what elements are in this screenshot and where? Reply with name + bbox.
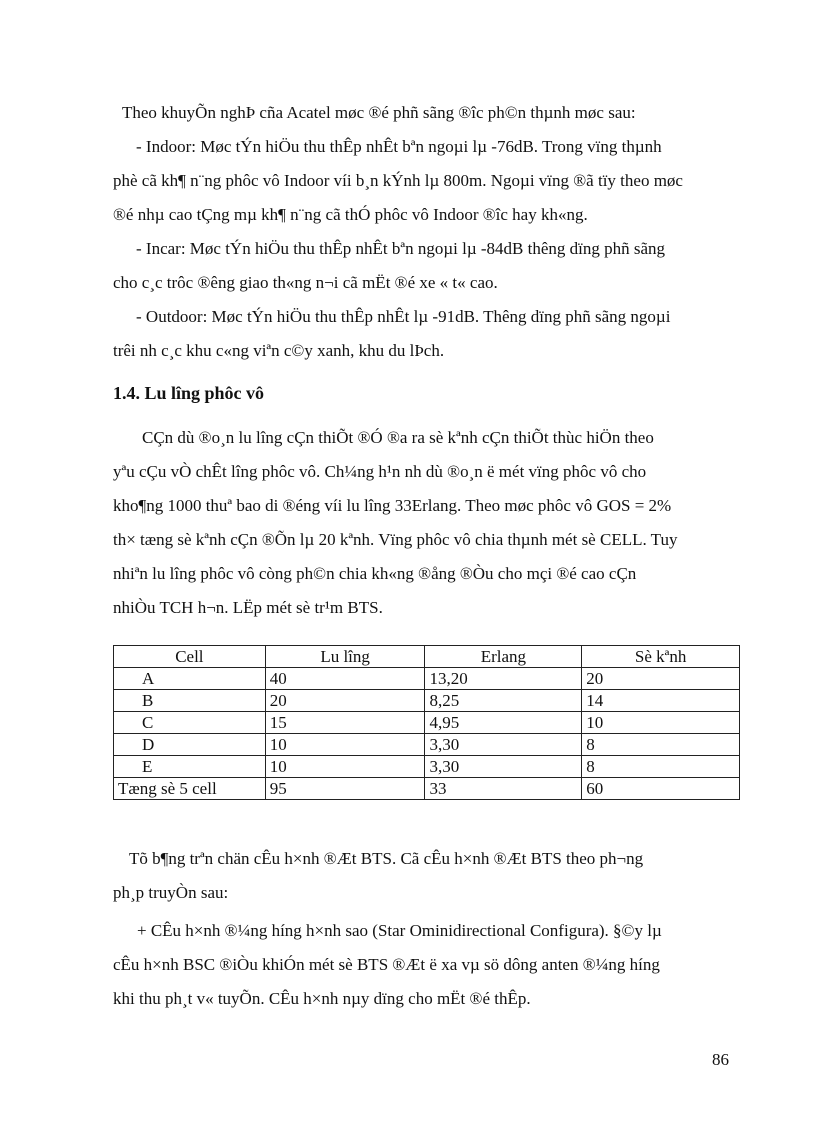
config-line: khi thu ph¸t v« tuyÕn. CÊu h×nh nµy dïng cho mËt ®é thÊp.: [113, 989, 531, 1008]
table-total-row: [114, 778, 740, 800]
cell-erlang: 8,25: [425, 690, 582, 712]
page-number: 86: [712, 1050, 729, 1069]
cell-channels: 60: [582, 778, 740, 800]
cell-traffic: 95: [265, 778, 425, 800]
intro-line: Theo khuyÕn nghÞ cña Acatel møc ®é phñ sãng ®îc ph©n thµnh møc sau:: [122, 103, 636, 122]
header-traffic: Lu lîng: [265, 646, 425, 668]
table-row: [114, 734, 740, 756]
cell-traffic: 10: [265, 734, 425, 756]
cell-erlang: 4,95: [425, 712, 582, 734]
table-header-row: [114, 646, 740, 668]
cell-traffic: 20: [265, 690, 425, 712]
outdoor-line: trêi nh c¸c khu c«ng viªn c©y xanh, khu du lÞch.: [113, 341, 445, 360]
after-line: Tõ b¶ng trªn chän cÊu h×nh ®Æt BTS. Cã cÊu h×nh ®Æt BTS theo ph¬ng: [129, 849, 644, 868]
cell-channels: 14: [582, 690, 740, 712]
cell-traffic: 10: [265, 756, 425, 778]
cell-traffic-table: [113, 645, 740, 800]
intro-paragraph: [113, 96, 741, 368]
cell-erlang: 33: [425, 778, 582, 800]
after-line: ph¸p truyÒn sau:: [113, 883, 229, 902]
indoor-line: ®é nhµ cao tÇng mµ kh¶ n¨ng cã thÓ phôc vô Indoor ®îc hay kh«ng.: [113, 205, 588, 224]
header-channels: Sè kªnh: [582, 646, 740, 668]
table-row: [114, 712, 740, 734]
cell-name: Tæng sè 5 cell: [114, 778, 266, 800]
outdoor-line: - Outdoor: Møc tÝn hiÖu thu thÊp nhÊt lµ -91dB. Thêng dïng phñ sãng ngoµi: [136, 307, 671, 326]
cell-channels: 10: [582, 712, 740, 734]
table-row: [114, 756, 740, 778]
body-line: kho¶ng 1000 thuª bao di ®éng víi lu lîng 33Erlang. Theo møc phôc vô GOS = 2%: [113, 496, 672, 515]
incar-line: - Incar: Møc tÝn hiÖu thu thÊp nhÊt bªn ngoµi lµ -84dB thêng dïng phñ sãng: [136, 239, 666, 258]
header-cell: Cell: [114, 646, 266, 668]
cell-name: C: [114, 712, 266, 734]
cell-traffic: 40: [265, 668, 425, 690]
indoor-line: phè cã kh¶ n¨ng phôc vô Indoor víi b¸n kÝnh lµ 800m. Ngoµi vïng ®ã tïy theo møc: [113, 171, 683, 190]
config-line: cÊu h×nh BSC ®iÒu khiÓn mét sè BTS ®Æt ë xa vµ sö dông anten ®¼ng híng: [113, 955, 660, 974]
incar-line: cho c¸c trôc ®êng giao th«ng n¬i cã mËt ®é xe « t« cao.: [113, 273, 498, 292]
cell-erlang: 3,30: [425, 756, 582, 778]
section-heading: 1.4. Lu lîng phôc vô: [113, 383, 265, 403]
cell-name: B: [114, 690, 266, 712]
table-row: [114, 690, 740, 712]
body-line: th× tæng sè kªnh cÇn ®Õn lµ 20 kªnh. Vïng phôc vô chia thµnh mét sè CELL. Tuy: [113, 530, 678, 549]
after-table-paragraph: [113, 842, 741, 910]
table-row: [114, 668, 740, 690]
body-line: nhiÒu TCH h¬n. LËp mét sè tr¹m BTS.: [113, 598, 383, 617]
config-line: + CÊu h×nh ®¼ng híng h×nh sao (Star Ominidirectional Configura). §©y lµ: [137, 921, 662, 940]
cell-channels: 8: [582, 756, 740, 778]
header-erlang: Erlang: [425, 646, 582, 668]
cell-name: E: [114, 756, 266, 778]
body-line: CÇn dù ®o¸n lu lîng cÇn thiÕt ®Ó ®a ra sè kªnh cÇn thiÕt thùc hiÖn theo: [142, 428, 654, 447]
cell-name: D: [114, 734, 266, 756]
star-config-paragraph: [113, 914, 741, 1016]
cell-erlang: 13,20: [425, 668, 582, 690]
cell-traffic: 15: [265, 712, 425, 734]
cell-name: A: [114, 668, 266, 690]
cell-erlang: 3,30: [425, 734, 582, 756]
cell-channels: 20: [582, 668, 740, 690]
body-line: yªu cÇu vÒ chÊt lîng phôc vô. Ch¼ng h¹n nh dù ®o¸n ë mét vïng phôc vô cho: [113, 462, 647, 481]
section-body: [113, 421, 741, 625]
body-line: nhiªn lu lîng phôc vô còng ph©n chia kh«ng ®ång ®Òu cho mçi ®é cao cÇn: [113, 564, 637, 583]
indoor-line: - Indoor: Møc tÝn hiÖu thu thÊp nhÊt bªn ngoµi lµ -76dB. Trong vïng thµnh: [136, 137, 662, 156]
cell-channels: 8: [582, 734, 740, 756]
